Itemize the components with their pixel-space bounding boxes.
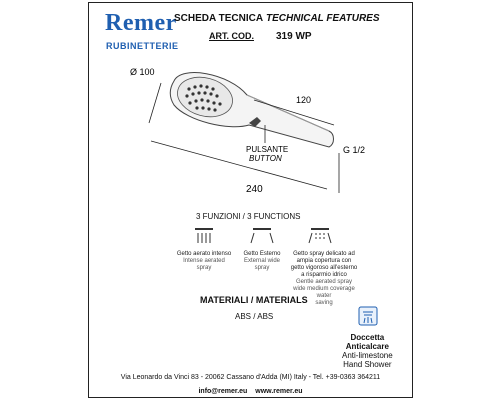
article-code-value: 319 WP [276, 31, 312, 42]
anti-limestone-icon [358, 306, 378, 326]
functions-title: 3 FUNZIONI / 3 FUNCTIONS [196, 212, 301, 221]
diameter-dimension: Ø 100 [130, 67, 155, 77]
title-italian: SCHEDA TECNICA [174, 13, 264, 24]
materials-title: MATERIALI / MATERIALS [200, 295, 308, 305]
contact-line [89, 388, 412, 395]
function-gentle: Getto spray delicato ad ampia copertura con getto vigoroso all'esterno a risparmio idrico Gentle aerated spray wide medium coverage water saving [290, 251, 358, 306]
gentle-spray-icon [309, 229, 331, 243]
spray-icons [193, 227, 365, 249]
button-label-italian: PULSANTE [246, 145, 289, 154]
thread-label: G 1/2 [343, 145, 366, 155]
technical-sheet [88, 2, 413, 398]
website-link[interactable]: www.remer.eu [255, 388, 303, 395]
company-address: Via Leonardo da Vinci 83 - 20062 Cassano d'Adda (MI) Italy - Tel. +39-0363 364211 [120, 374, 381, 381]
handle-dimension: 120 [296, 95, 312, 105]
intense-spray-icon [195, 229, 213, 243]
shower-head-outline [170, 71, 333, 147]
materials-value: ABS / ABS [235, 312, 274, 321]
brand-subtitle: RUBINETTERIE [106, 41, 179, 51]
article-code-label: ART. COD. [209, 31, 254, 41]
anti-limestone-badge: Doccetta Anticalcare Anti-limestone Hand Shower [342, 333, 393, 369]
length-dimension: 240 [246, 184, 263, 195]
external-spray-icon [251, 229, 273, 243]
function-intense: Getto aerato intenso Intense aerated spray [176, 251, 232, 271]
brand-logo: Remer [105, 10, 177, 36]
shower-drawing [89, 3, 412, 213]
email-link[interactable]: info@remer.eu [198, 388, 248, 395]
title-english: TECHNICAL FEATURES [266, 13, 380, 24]
function-external: Getto Esterno External wide spray [243, 251, 281, 271]
button-label-english: BUTTON [249, 154, 282, 163]
